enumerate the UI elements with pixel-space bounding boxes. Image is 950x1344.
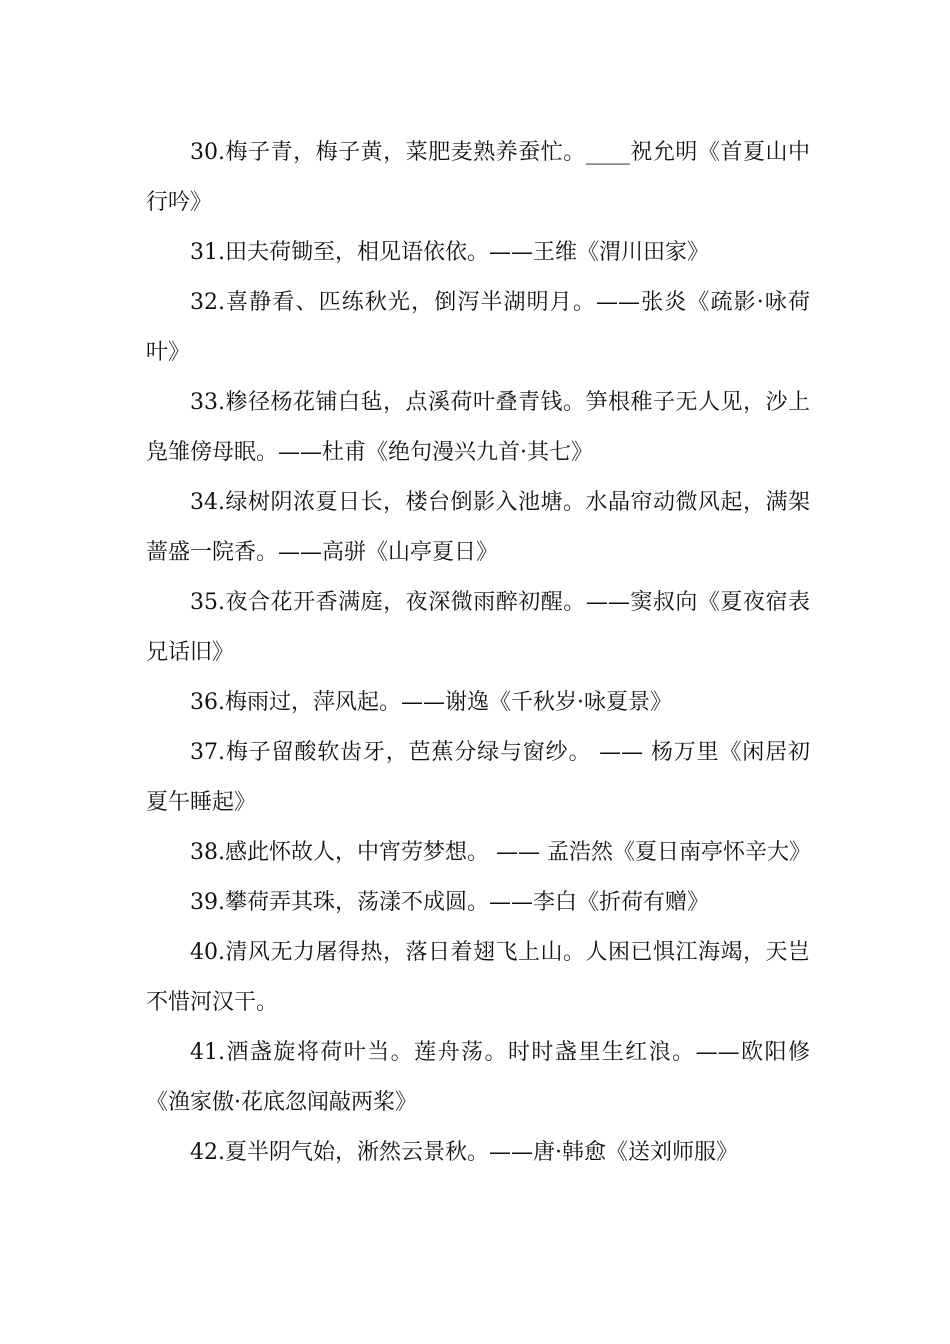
poem-entry: 30.梅子青，梅子黄，菜肥麦熟养蚕忙。____祝允明《首夏山中行吟》 <box>146 140 810 215</box>
poem-entry: 40.清风无力屠得热，落日着翅飞上山。人困已惧江海竭，天岂不惜河汉干。 <box>146 940 810 1015</box>
poem-entry: 38.感此怀故人，中宵劳梦想。 —— 孟浩然《夏日南亭怀辛大》 <box>190 840 811 865</box>
poem-entry: 41.酒盏旋将荷叶当。莲舟荡。时时盏里生红浪。——欧阳修《渔家傲·花底忽闻敲两桨》 <box>146 1040 810 1115</box>
poem-entry: 31.田夫荷锄至，相见语依依。——王维《渭川田家》 <box>190 240 709 265</box>
poem-entry: 33.糁径杨花铺白毡，点溪荷叶叠青钱。笋根稚子无人见，沙上凫雏傍母眠。——杜甫《绝句漫兴九首·其七》 <box>146 390 810 465</box>
poem-entry: 42.夏半阴气始，淅然云景秋。——唐·韩愈《送刘师服》 <box>190 1140 738 1165</box>
poem-entry: 32.喜静看、匹练秋光，倒泻半湖明月。——张炎《疏影·咏荷叶》 <box>146 290 810 365</box>
poem-entry: 35.夜合花开香满庭，夜深微雨醉初醒。——窦叔向《夏夜宿表兄话旧》 <box>146 590 810 665</box>
poem-entry: 39.攀荷弄其珠，荡漾不成圆。——李白《折荷有赠》 <box>190 890 709 915</box>
poem-entry: 37.梅子留酸软齿牙，芭蕉分绿与窗纱。 —— 杨万里《闲居初夏午睡起》 <box>146 740 810 815</box>
poem-entry: 34.绿树阴浓夏日长，楼台倒影入池塘。水晶帘动微风起，满架蔷盛一院香。——高骈《山亭夏日》 <box>146 490 810 565</box>
poem-entry: 36.梅雨过，萍风起。——谢逸《千秋岁·咏夏景》 <box>190 690 672 715</box>
poem-list <box>146 128 810 1178</box>
